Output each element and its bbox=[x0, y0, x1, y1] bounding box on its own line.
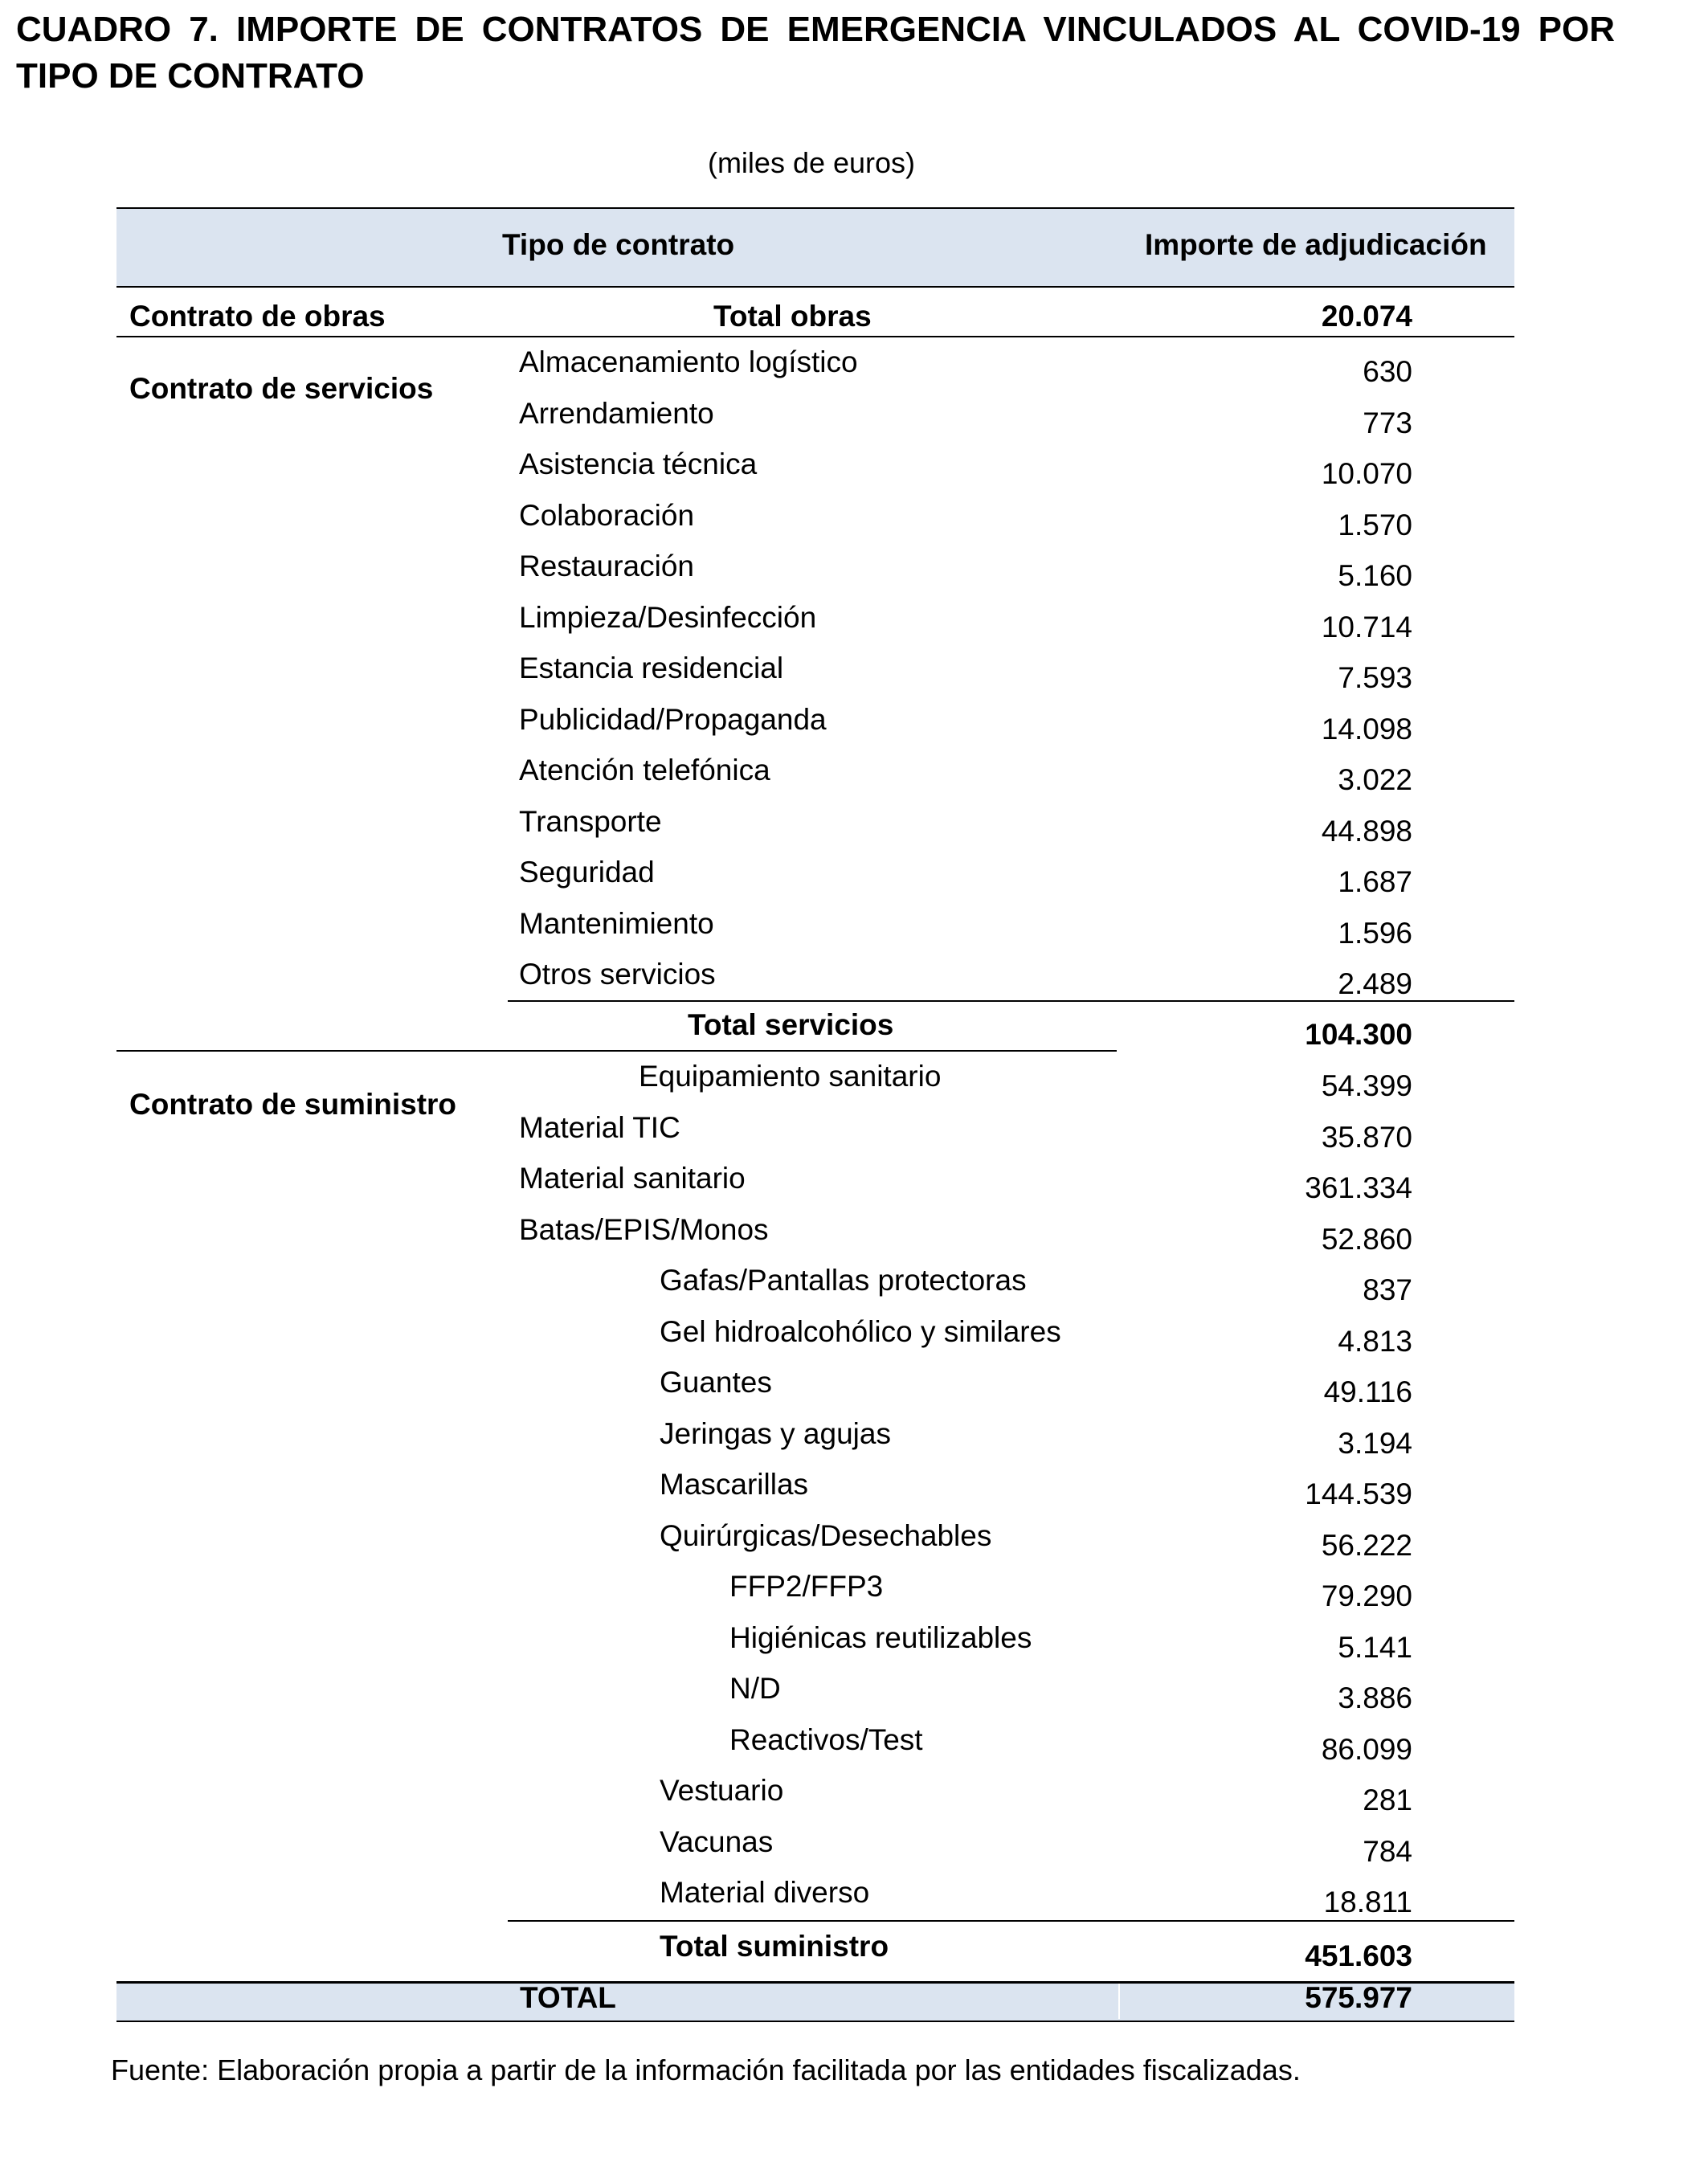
grand-total-label: TOTAL bbox=[520, 1981, 616, 2014]
total-suministro-value: 451.603 bbox=[1305, 1939, 1412, 1972]
list-item-value: 837 bbox=[1363, 1273, 1412, 1306]
list-item-value: 144.539 bbox=[1305, 1477, 1412, 1510]
list-item-label: Material diverso bbox=[660, 1876, 870, 1909]
list-item-value: 1.596 bbox=[1338, 917, 1412, 950]
list-item-label: Transporte bbox=[519, 805, 662, 838]
list-item-value: 49.116 bbox=[1323, 1375, 1412, 1408]
list-item-label: Mascarillas bbox=[660, 1468, 809, 1501]
list-item-label: Almacenamiento logístico bbox=[519, 345, 858, 378]
list-item-value: 773 bbox=[1363, 407, 1412, 439]
list-item-label: Asistencia técnica bbox=[519, 447, 758, 480]
list-item-label: Quirúrgicas/Desechables bbox=[660, 1519, 992, 1552]
list-item-label: Material TIC bbox=[519, 1111, 680, 1144]
divider-servicios-subtotal bbox=[508, 1000, 1514, 1002]
list-item-label: Jeringas y agujas bbox=[660, 1417, 891, 1450]
list-item-value: 52.860 bbox=[1321, 1223, 1412, 1256]
list-item-value: 44.898 bbox=[1321, 815, 1412, 848]
table-title: CUADRO 7. IMPORTE DE CONTRATOS DE EMERGENCIA VINCULADOS AL COVID-19 POR TIPO DE CONTRATO bbox=[16, 10, 1615, 96]
list-item-value: 5.160 bbox=[1338, 559, 1412, 592]
list-item-label: FFP2/FFP3 bbox=[729, 1570, 884, 1603]
list-item-value: 3.886 bbox=[1338, 1681, 1412, 1714]
list-item-label: Material sanitario bbox=[519, 1162, 746, 1195]
list-item-label: Atención telefónica bbox=[519, 754, 770, 787]
total-servicios-value: 104.300 bbox=[1305, 1018, 1412, 1051]
list-item-label: Higiénicas reutilizables bbox=[729, 1621, 1032, 1654]
list-item-value: 35.870 bbox=[1321, 1121, 1412, 1154]
list-item-label: Vestuario bbox=[660, 1774, 784, 1807]
list-item-label: Colaboración bbox=[519, 499, 695, 532]
list-item-value: 54.399 bbox=[1321, 1069, 1412, 1102]
list-item-label: Limpieza/Desinfección bbox=[519, 601, 817, 634]
list-item-label: Guantes bbox=[660, 1366, 772, 1399]
total-obras-value: 20.074 bbox=[1321, 300, 1412, 333]
list-item-value: 281 bbox=[1363, 1784, 1412, 1816]
list-item-label: Seguridad bbox=[519, 856, 655, 889]
list-item-label: N/D bbox=[729, 1672, 781, 1705]
list-item-value: 79.290 bbox=[1321, 1579, 1412, 1612]
list-item-label: Mantenimiento bbox=[519, 907, 714, 940]
list-item-value: 86.099 bbox=[1321, 1733, 1412, 1766]
list-item-label: Otros servicios bbox=[519, 958, 716, 991]
total-suministro-label: Total suministro bbox=[660, 1930, 889, 1963]
grand-total-value: 575.977 bbox=[1305, 1981, 1412, 2014]
category-servicios: Contrato de servicios bbox=[129, 372, 434, 405]
header-importe-adjudicacion: Importe de adjudicación bbox=[1145, 228, 1487, 261]
list-item-label: Estancia residencial bbox=[519, 652, 784, 684]
list-item-label: Equipamiento sanitario bbox=[639, 1060, 942, 1093]
list-item-value: 784 bbox=[1363, 1835, 1412, 1868]
divider-servicios bbox=[116, 1050, 1117, 1052]
total-servicios-label: Total servicios bbox=[688, 1008, 894, 1041]
list-item-label: Batas/EPIS/Monos bbox=[519, 1213, 769, 1246]
list-item-value: 361.334 bbox=[1305, 1171, 1412, 1204]
list-item-value: 14.098 bbox=[1321, 713, 1412, 746]
list-item-label: Publicidad/Propaganda bbox=[519, 703, 827, 736]
list-item-value: 1.570 bbox=[1338, 509, 1412, 541]
list-item-value: 10.714 bbox=[1321, 611, 1412, 644]
list-item-value: 10.070 bbox=[1321, 457, 1412, 490]
list-item-label: Gel hidroalcohólico y similares bbox=[660, 1315, 1061, 1348]
list-item-label: Reactivos/Test bbox=[729, 1723, 923, 1756]
list-item-value: 3.194 bbox=[1338, 1427, 1412, 1460]
list-item-value: 18.811 bbox=[1323, 1886, 1412, 1918]
divider-obras bbox=[116, 336, 1514, 337]
list-item-value: 56.222 bbox=[1321, 1529, 1412, 1562]
list-item-value: 630 bbox=[1363, 355, 1412, 388]
total-obras-label: Total obras bbox=[713, 300, 872, 333]
divider-suministro-subtotal bbox=[508, 1920, 1514, 1922]
list-item-value: 5.141 bbox=[1338, 1631, 1412, 1664]
units-label: (miles de euros) bbox=[707, 146, 916, 179]
list-item-label: Arrendamiento bbox=[519, 397, 714, 430]
list-item-value: 7.593 bbox=[1338, 661, 1412, 694]
list-item-value: 4.813 bbox=[1338, 1325, 1412, 1358]
category-suministro: Contrato de suministro bbox=[129, 1088, 457, 1121]
list-item-label: Vacunas bbox=[660, 1825, 774, 1858]
list-item-value: 2.489 bbox=[1338, 967, 1412, 1000]
list-item-value: 3.022 bbox=[1338, 763, 1412, 796]
category-obras: Contrato de obras bbox=[129, 300, 386, 333]
list-item-value: 1.687 bbox=[1338, 865, 1412, 898]
list-item-label: Gafas/Pantallas protectoras bbox=[660, 1264, 1027, 1297]
grand-total-column-divider bbox=[1118, 1984, 1120, 2019]
source-note: Fuente: Elaboración propia a partir de la información facilitada por las entidades fiscalizadas. bbox=[111, 2053, 1301, 2086]
header-tipo-contrato: Tipo de contrato bbox=[502, 228, 735, 261]
list-item-label: Restauración bbox=[519, 550, 695, 582]
